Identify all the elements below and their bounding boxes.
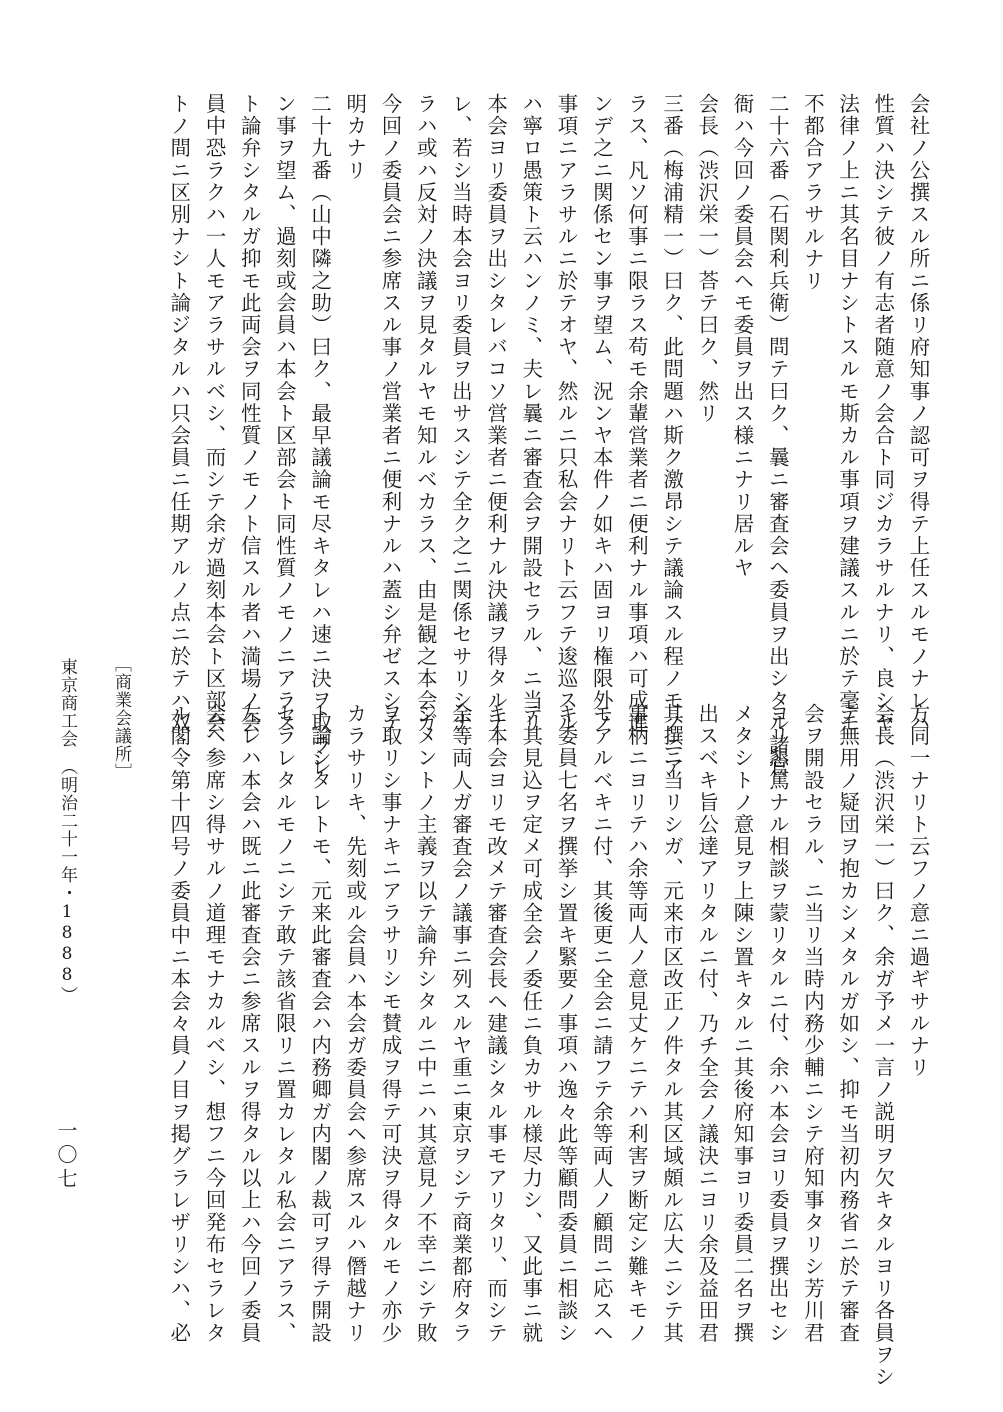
- text-column: 三番（梅浦精一）曰ク、此問題ハ斯ク激昂シテ議論スル程ノモノニア: [659, 93, 684, 779]
- text-column: 二十九番（山中隣之助）曰ク、最早議論モ尽キタレハ速ニ決ヲ取ラレ: [307, 93, 332, 779]
- text-column: ヲ取リシ事ナキニアラサリシモ賛成ヲ得テ可決ヲ得タルモノ亦少: [378, 703, 402, 1344]
- text-column: 明カナリ: [342, 93, 367, 182]
- text-column: カラサリキ、先刻或ル会員ハ本会ガ委員会ヘ参席スルハ僭越ナリ: [342, 703, 367, 1344]
- text-column: 法律ノ上ニ其名目ナシトスルモ斯カル事項ヲ建議スルニ於テ毫モ: [835, 93, 860, 734]
- text-column: 事項ニアラサルニ於テオヤ、然ルニ只私会ナリト云フテ逡巡スル: [554, 93, 578, 734]
- text-column: 余等両人ガ審査会ノ議事ニ列スルヤ重ニ東京ヲシテ商業都府タラ: [448, 703, 473, 1344]
- footer-date: （明治二十一年・1888）: [57, 758, 77, 1004]
- page-number: 一〇七: [54, 1120, 78, 1192]
- text-column: 性質ハ決シテ彼ノ有志者随意ノ会合ト同ジカラサルナリ、良シヤ: [870, 93, 895, 734]
- text-column: 左レハ本会ハ既ニ此審査会ニ参席スルヲ得タル以上ハ今回ノ委員: [237, 703, 262, 1344]
- text-column: 会ヲ開設セラル、ニ当リ当時内務少輔ニシテ府知事タリシ芳川君: [800, 703, 825, 1344]
- text-column: ンデ之ニ関係セン事ヲ望ム、況ンヤ本件ノ如キハ固ヨリ権限外ノ: [589, 93, 614, 734]
- text-column: キ委員七名ヲ撰挙シ置キ緊要ノ事項ハ逸々此等顧問委員ニ相談シ: [554, 703, 578, 1344]
- text-column: 会長（渋沢栄一）荅テ曰ク、然リ: [694, 93, 719, 425]
- text-column: メタシトノ意見ヲ上陳シ置キタルニ其後府知事ヨリ委員二名ヲ撰: [730, 703, 754, 1344]
- text-column: 本会ヨリ委員ヲ出シタレバコソ営業者ニ便利ナル決議ヲ得タルナ: [483, 93, 508, 734]
- text-column: モアルベキニ付、其後更ニ全会ニ請フテ余等両人ノ顧問ニ応スヘ: [589, 703, 614, 1344]
- text-column: ヨリ懇篤ナル相談ヲ蒙リタルニ付、余ハ本会ヨリ委員ヲ撰出セシ: [765, 703, 790, 1344]
- text-column: トノ間ニ区別ナシト論ジタルハ只会員ニ任期アルノ点ニ於テハ双: [166, 93, 191, 734]
- text-column: ル閣令第十四号ノ委員中ニ本会々員ノ目ヲ掲グラレザリシハ、必: [166, 703, 191, 1344]
- text-column: レ、若シ当時本会ヨリ委員ヲ出サスシテ全ク之ニ関係セサリシナ: [448, 93, 473, 734]
- text-column: 事柄ニヨリテハ余等両人ノ意見丈ケニテハ利害ヲ断定シ難キモノ: [624, 703, 649, 1344]
- text-column: キ本会ヨリモ改メテ審査会長ヘ建議シタル事モアリタリ、而シテ: [483, 703, 508, 1344]
- text-column: 員中恐ラクハ一人モアラサルベシ、而シテ余ガ過刻本会ト区部会: [202, 93, 226, 734]
- text-column: ト論弁シタルガ抑モ此両会ヲ同性質ノモノト信スル者ハ満場ノ会: [237, 93, 262, 734]
- text-column: 会社ノ公撰スル所ニ係リ府知事ノ認可ヲ得テ上任スルモノナレハ: [906, 93, 930, 734]
- text-column: テ無用ノ疑団ヲ抱カシメタルガ如シ、抑モ当初内務省ニ於テ審査: [835, 703, 860, 1344]
- text-column: ン事ヲ望ム、過刻或会員ハ本会ト区部会ト同性質ノモノニアラス: [272, 93, 297, 734]
- footer-source: ［商業会議所］: [111, 655, 131, 781]
- text-column: ラハ或ハ反対ノ決議ヲ見タルヤモ知ルベカラス、由是観之本会ガ: [413, 93, 438, 734]
- text-column: 不都合アラサルナリ: [800, 93, 825, 292]
- text-column: 其撰ニ当リシガ、元来市区改正ノ件タル其区域頗ル広大ニシテ其: [659, 703, 684, 1344]
- text-column: 方同一ナリト云フノ意ニ過ギサルナリ: [906, 703, 930, 1079]
- text-column: セラレタルモノニシテ敢テ該省限リニ置カレタル私会ニアラス、: [272, 703, 297, 1344]
- text-column: 衙ハ今回ノ委員会ヘモ委員ヲ出ス様ニナリ居ルヤ: [730, 93, 754, 580]
- text-column: ラス、凡ソ何事ニ限ラス苟モ余輩営業者ニ便利ナル事項ハ可成進: [624, 93, 649, 734]
- text-column: 今回ノ委員会ニ参席スル事ノ営業者ニ便利ナルハ蓋シ弁ゼスシテ: [378, 93, 402, 734]
- text-column: ハ寧ロ愚策ト云ハンノミ、夫レ曩ニ審査会ヲ開設セラル、ニ当リ: [518, 93, 543, 734]
- text-column: 会ヘ参席シ得サルノ道理モナカルベシ、想フニ今回発布セラレタ: [202, 703, 226, 1344]
- text-column: テ其見込ヲ定メ可成全会ノ委任ニ負カサル様尽力シ、又此事ニ就: [518, 703, 543, 1344]
- text-column: 出スベキ旨公達アリタルニ付、乃チ全会ノ議決ニヨリ余及益田君: [694, 703, 719, 1344]
- text-column: 会長（渋沢栄一）曰ク、余ガ予メ一言ノ説明ヲ欠キタルヨリ各員ヲシ: [870, 703, 895, 1389]
- footer-org: 東京商工会: [57, 658, 77, 748]
- text-column: ト論シタレトモ、元来此審査会ハ内務卿ガ内閣ノ裁可ヲ得テ開設: [307, 703, 332, 1344]
- text-column: 二十六番（石関利兵衛）問テ曰ク、曩ニ審査会ヘ委員ヲ出シタル諸官: [765, 93, 790, 779]
- text-column: シメントノ主義ヲ以テ論弁シタルニ中ニハ其意見ノ不幸ニシテ敗: [413, 703, 438, 1344]
